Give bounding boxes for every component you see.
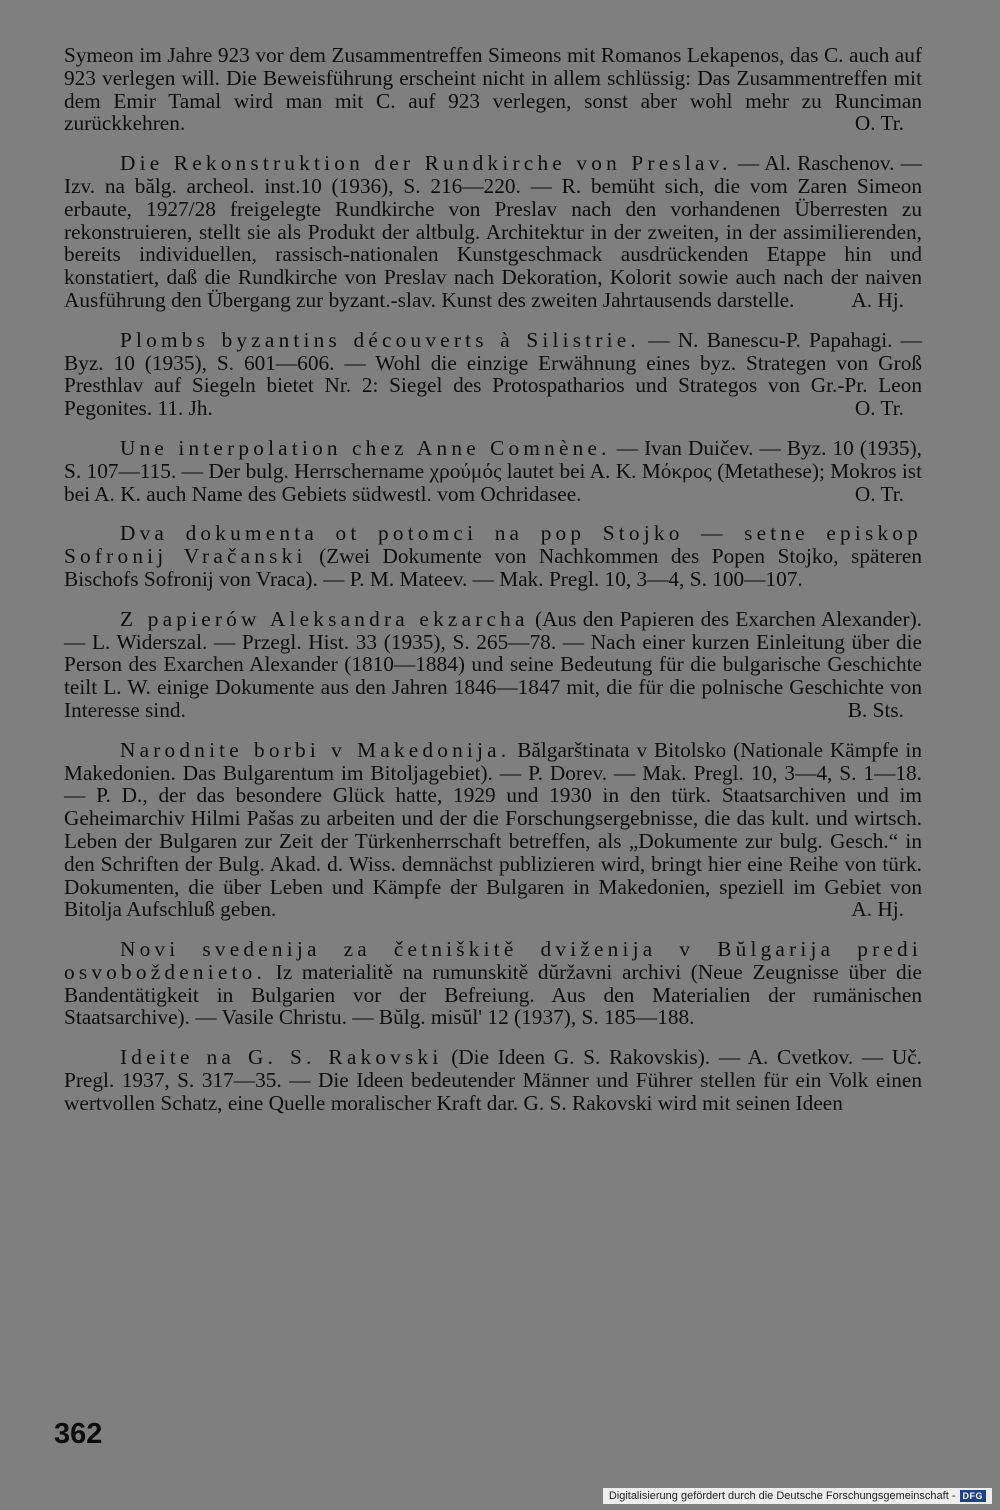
entry-continuation	[64, 44, 922, 135]
digitization-credit	[603, 1488, 992, 1504]
bibliography-entry	[64, 608, 922, 722]
credit-text: Digitalisierung gefördert durch die Deutsche Forschungsgemeinschaft -	[608, 1490, 956, 1502]
entry-title: Narodnite borbi v Makedonija.	[120, 737, 511, 762]
entry-body: (Zwei Dokumente von Nachkommen des Popen Stojko, späteren Bischofs Sofronij von Vraca). — P. M. Mateev. — Mak. Pregl. 10, 3—4, S. 100—107.	[64, 544, 922, 591]
bibliography-entry	[64, 739, 922, 921]
bibliography-entry	[64, 152, 922, 312]
entry-body: — Al. Raschenov. — Izv. na bălg. archeol. inst.10 (1936), S. 216—220. — R. bemüht sich, die vom Zaren Simeon erbaute, 1927/28 freigelegte Rundkirche von Preslav nach den vorhandenen Überresten zu rekonstruieren, stellt sie als Produkt der altbulg. Architektur in der zweiten, in der assimilierenden, bereits individuellen, rassisch-nationalen Kunstgeschmack ausdrückenden Etappe hin und konstatiert, daß die Rundkirche von Preslav nach Dekoration, Kolorit sowie auch nach der naiven Ausführung den Übergang zur byzant.-slav. Kunst des zweiten Jahrtausends darstelle.	[64, 151, 922, 312]
entry-signature: A. Hj.	[851, 287, 904, 312]
entry-signature: O. Tr.	[854, 111, 904, 136]
page-text	[64, 44, 922, 1132]
entry-body: — Ivan Duičev. — Byz. 10 (1935), S. 107—115. — Der bulg. Herrschername χρούμός lautet bei A. K. Μόκρος (Metathese); Mokros ist bei A. K. auch Name des Gebiets südwestl. vom Ochridasee.	[64, 435, 922, 506]
entry-body: (Aus den Papieren des Exarchen Alexander). — L. Widerszal. — Przegl. Hist. 33 (1935), S. 265—78. — Nach einer kurzen Einleitung über die Person des Exarchen Alexander (1810—1884) und seine Bedeutung für die bulgarische Geschichte teilt L. W. einige Dokumente aus den Jahren 1846—1847 mit, die für die polnische Geschichte von Interesse sind.	[64, 606, 922, 722]
entry-title: Die Rekonstruktion der Rundkirche von Preslav.	[120, 151, 732, 176]
entry-signature: B. Sts.	[847, 697, 904, 722]
bibliography-entry	[64, 522, 922, 590]
entry-signature: A. Hj.	[851, 897, 904, 922]
entry-body: — N. Banescu-P. Papahagi. — Byz. 10 (1935), S. 601—606. — Wohl die einzige Erwähnung eines byz. Strategen von Groß Presthlav auf Siegeln bietet Nr. 2: Siegel des Protospatharios und Strategos von Gr.-Pr. Leon Pegonites. 11. Jh.	[64, 327, 923, 421]
entry-signature: O. Tr.	[854, 396, 904, 421]
entry-title: Ideite na G. S. Rakovski	[120, 1045, 443, 1070]
page-number: 362	[54, 1418, 103, 1450]
entry-body: (Die Ideen G. S. Rakovskis). — A. Cvetkov. — Uč. Pregl. 1937, S. 317—35. — Die Ideen bedeutender Männer und Führer stellen für ein Volk einen wertvollen Schatz, eine Quelle moralischer Kraft dar. G. S. Rakovski wird mit seinen Ideen	[64, 1045, 922, 1115]
entry-title: Une interpolation chez Anne Comnène.	[120, 435, 611, 460]
entry-signature: O. Tr.	[854, 481, 904, 506]
bibliography-entry	[64, 329, 922, 420]
entry-title: Z papierów Aleksandra ekzarcha	[120, 606, 529, 631]
dfg-logo-icon: DFG	[960, 1490, 987, 1502]
entry-body: Iz materialitě na rumunskitě dŭržavni archivi (Neue Zeugnisse über die Bandentätigkeit in Bulgarien vor der Befreiung. Aus den Materialien der rumänischen Staatsarchive). — Vasile Christu. — Bŭlg. misŭl' 12 (1937), S. 185—188.	[64, 959, 922, 1030]
entry-title: Dva dokumenta ot potomci na pop Stojko — setne episkop Sofronij Vračanski	[64, 521, 922, 569]
bibliography-entry	[64, 938, 922, 1029]
entry-body: Bălgarštinata v Bitolsko (Nationale Kämpfe in Makedonien. Das Bulgarentum im Bitoljagebiet). — P. Dorev. — Mak. Pregl. 10, 3—4, S. 1—18. — P. D., der das besondere Glück hatte, 1929 und 1930 in den türk. Staatsarchiven und im Geheimarchiv Hilmi Pašas zu arbeiten und der die Forschungsergebnisse, die das kult. und wirtsch. Leben der Bulgaren zur Zeit der Türkenherrschaft betreffen, als „Dokumente zur bulg. Gesch.“ in den Schriften der Bulg. Akad. d. Wiss. demnächst publizieren wird, bringt hier eine Reihe von türk. Dokumenten, die über Leben und Kämpfe der Bulgaren in Makedonien, speziell im Gebiet von Bitolja Aufschluß geben.	[64, 737, 922, 922]
entry-body: Symeon im Jahre 923 vor dem Zusammentreffen Simeons mit Romanos Lekapenos, das C. auch auf 923 verlegen will. Die Beweisführung erscheint nicht in allem schlüssig: Das Zusammentreffen mit dem Emir Tamal wird man mit C. auf 923 verlegen, sonst aber wohl mehr zu Runciman zurückkehren.	[64, 43, 922, 136]
bibliography-entry	[64, 437, 922, 505]
bibliography-entry	[64, 1046, 922, 1114]
entry-title: Plombs byzantins découverts à Silistrie.	[120, 327, 640, 352]
entry-title: Novi svedenija za četniškitě dviženija v Bŭlgarija predi osvoboždenieto.	[64, 937, 922, 984]
